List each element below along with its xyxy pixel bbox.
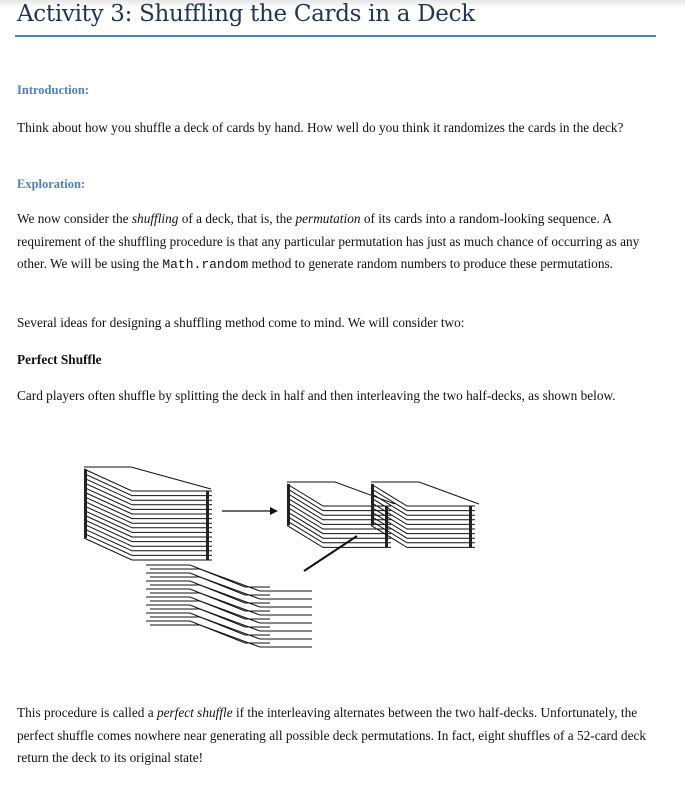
text: This procedure is called a [17,705,157,720]
half-deck-right-edge [371,484,374,525]
text: if the interleaving alternates between the two half-decks. Unfortunately, the perfect shuffle comes nowhere near generating all possible deck permutations. In fact, eight shuffles of a 52-card deck return the deck to its original state! [17,705,647,765]
half-deck-right-edge [469,506,472,547]
full-deck-edge [84,469,87,538]
interleaved-card [146,565,270,587]
text: of a deck, that is, the [178,211,296,226]
exploration-heading: Exploration: [17,177,86,191]
full-deck-edge [206,491,209,560]
interleaved-card [146,589,270,611]
connector-line [304,536,357,571]
intro-heading: Introduction: [17,83,90,97]
interleaved-card [146,621,270,643]
interleaved-card [150,569,312,591]
perfect-shuffle-heading: Perfect Shuffle [17,352,102,367]
interleaved-card [146,613,270,635]
full-deck-card [84,469,212,491]
em-shuffling: shuffling [131,211,179,226]
interleaved-card [146,573,270,595]
full-deck-card [84,474,212,496]
text: of its cards into a random-looking sequence. A requirement of the shuffling procedure is that any particular permutation has just as much chance of occurring as any other. We will be using the [17,211,640,271]
exploration-paragraph-2: Several ideas for designing a shuffling method come to mind. We will consider two: [17,315,465,330]
em-permutation: permutation [295,211,361,226]
text: method to generate random numbers to produce these permutations. [248,256,613,271]
text: We now consider the [17,211,132,226]
intro-text: Think about how you shuffle a deck of cards by hand. How well do you think it randomizes the cards in the deck? [17,120,624,135]
interleaved-card [146,597,270,619]
arrow-head [270,507,278,515]
half-deck-left-edge [287,484,290,525]
interleaved-card [146,605,270,627]
conclusion-paragraph [17,702,657,770]
full-deck-card [84,483,212,505]
em-perfect-shuffle: perfect shuffle [156,705,233,720]
page-title: Activity 3: Shuffling the Cards in a Deck [17,1,475,27]
full-deck-card [84,478,212,500]
interleaved-card [146,581,270,603]
code-math-random: Math.random [162,257,249,272]
perfect-shuffle-text: Card players often shuffle by splitting the deck in half and then interleaving the two half-decks, as shown below. [17,388,616,403]
